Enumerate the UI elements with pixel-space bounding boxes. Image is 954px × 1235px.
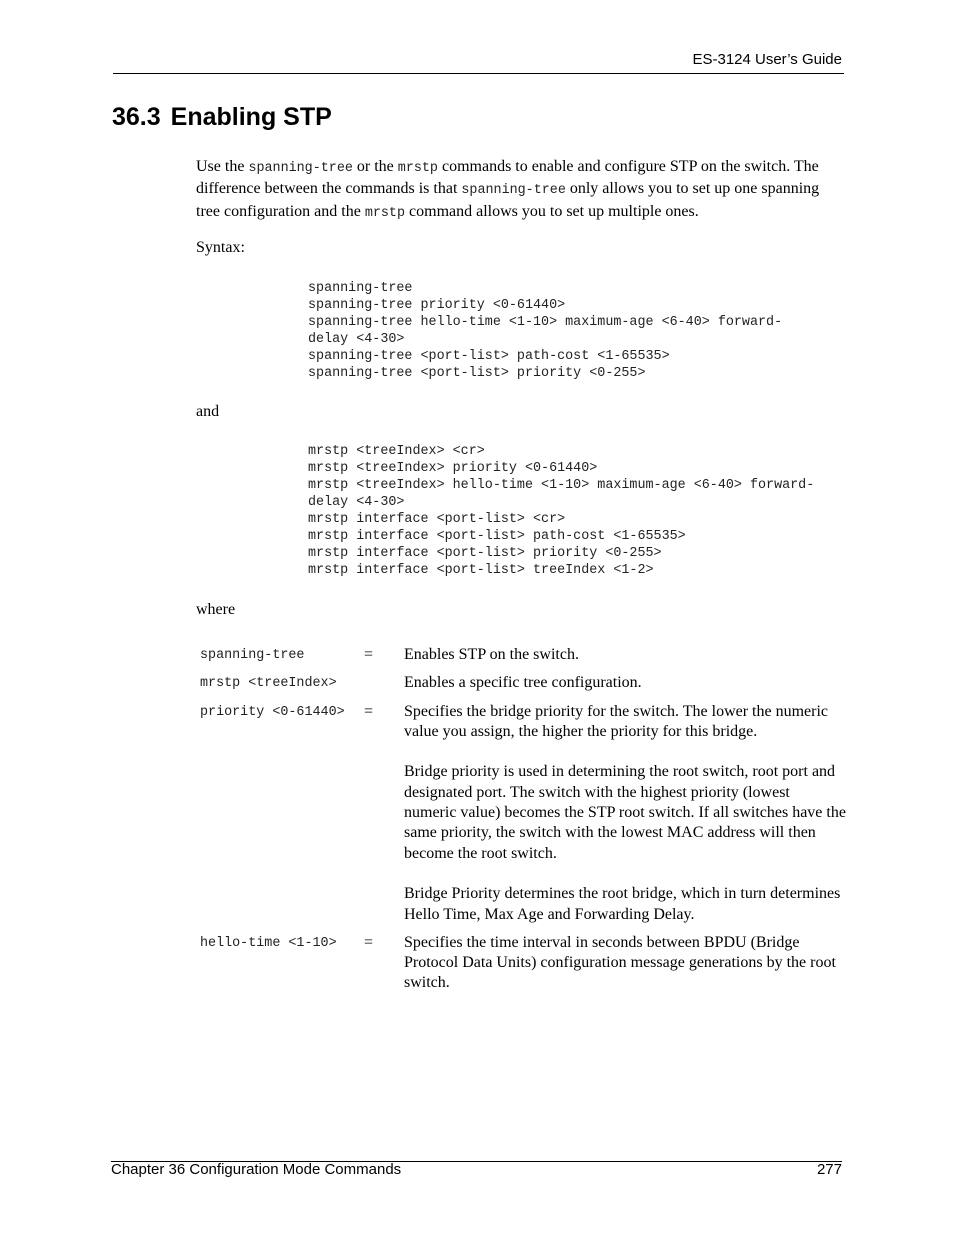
intro-code-mrstp: mrstp [397,161,438,176]
syntax-label: Syntax: [196,239,245,256]
page-number: 277 [816,1161,842,1178]
section-heading [112,103,332,132]
spanning-tree-syntax-block [308,280,782,382]
definition-term: hello-time <1-10> [200,935,337,951]
code-line: delay <4-30> [308,332,405,348]
definition-equals: = [364,933,374,951]
section-title: Enabling STP [170,103,332,131]
definition-equals: = [364,646,374,663]
header-divider [113,73,844,74]
intro-text-3: commands to enable and configure STP on the switch. The difference between the commands is that [196,158,819,198]
mrstp-syntax-block [308,443,814,579]
definition-paragraph: Specifies the bridge priority for the switch. The lower the numeric value you assign, the higher the priority for this bridge. [404,702,829,740]
definition-paragraph: Bridge Priority determines the root bridge, which in turn determines Hello Time, Max Age and Forwarding Delay. [404,885,841,923]
footer-chapter-title: Chapter 36 Configuration Mode Commands [111,1161,402,1178]
intro-code-spanning-tree-2: spanning-tree [461,183,566,199]
code-line: mrstp interface <port-list> path-cost <1-65535> [308,529,686,545]
definition-equals [364,673,404,701]
definition-description [404,673,846,701]
code-line: mrstp <treeIndex> hello-time <1-10> maximum-age <6-40> forward- [308,478,815,494]
definition-description [404,702,846,933]
code-line: mrstp <treeIndex> <cr> [308,444,485,459]
code-line: spanning-tree <port-list> path-cost <1-65535> [308,349,670,365]
code-line: mrstp interface <port-list> priority <0-255> [308,546,662,562]
definition-paragraph: Specifies the time interval in seconds between BPDU (Bridge Protocol Data Units) configuration message generations by the root switch. [404,933,836,992]
code-line: mrstp <treeIndex> priority <0-61440> [308,461,598,477]
definition-paragraph: Enables a specific tree configuration. [404,674,642,692]
intro-text-2: or the [352,158,398,175]
code-line: spanning-tree [308,281,413,296]
intro-text-1: Use the [196,158,249,175]
definition-description [404,645,846,673]
definition-row [196,702,846,933]
intro-text-4: only allows you to set up one spanning tree configuration and the [196,180,820,220]
definition-row [196,673,846,701]
definition-description [404,933,846,1002]
intro-paragraph [196,157,846,224]
and-label: and [196,403,220,420]
definition-paragraph: Bridge priority is used in determining the root switch, root port and designated port. The switch with the highest priority (lowest numeric value) becomes the STP root switch. If all switches have the same priority, the switch with the lowest MAC address will then become the root switch. [404,763,846,862]
definition-row [196,933,846,1002]
intro-code-spanning-tree: spanning-tree [248,161,353,176]
intro-code-mrstp-2: mrstp [364,205,406,221]
code-line: spanning-tree hello-time <1-10> maximum-age <6-40> forward- [308,315,783,331]
definition-equals: = [364,702,374,720]
where-label: where [196,601,236,618]
definition-row [196,645,846,673]
code-line: spanning-tree <port-list> priority <0-255> [308,366,646,382]
code-line: spanning-tree priority <0-61440> [308,298,566,314]
running-header-title: ES-3124 User’s Guide [692,51,842,68]
definition-term: mrstp <treeIndex> [200,676,337,692]
definition-paragraph: Enables STP on the switch. [404,646,579,663]
code-line: mrstp interface <port-list> <cr> [308,512,566,528]
definition-term: spanning-tree [200,648,305,663]
code-line: mrstp interface <port-list> treeIndex <1-2> [308,563,654,579]
intro-text-5: command allows you to set up multiple ones. [405,202,699,220]
definitions-table [196,645,846,1002]
section-number: 36.3 [112,103,161,131]
definition-term: priority <0-61440> [200,704,345,720]
code-line: delay <4-30> [308,495,405,511]
